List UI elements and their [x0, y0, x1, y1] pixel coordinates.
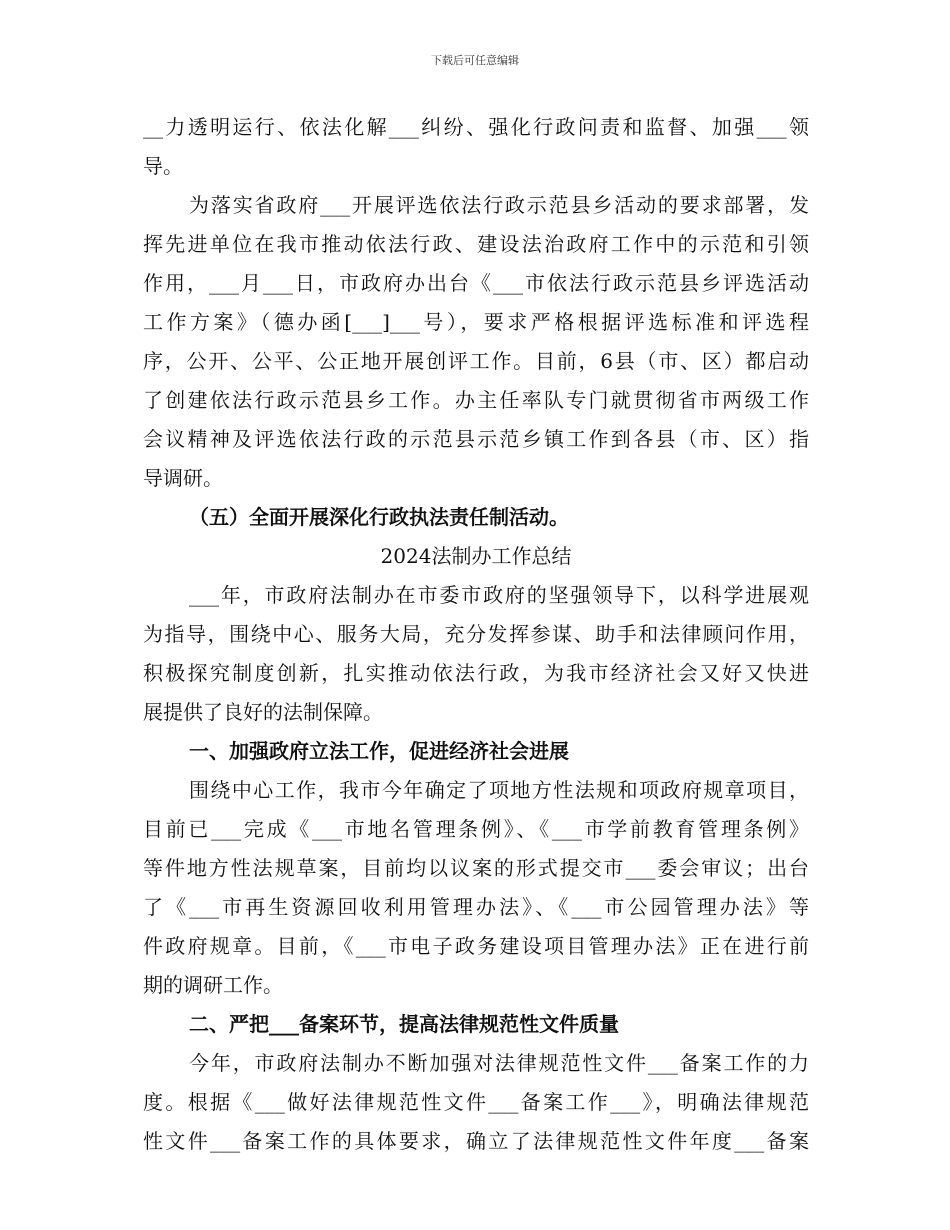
paragraph-first-line: 为落实省政府___开展评选依法行政示范县乡活动的要求部署，发 [189, 193, 809, 217]
section-heading: （五）全面开展深化行政执法责任制活动。 [189, 505, 569, 529]
body-line: 工作方案》（德办函[___]___号），要求严格根据评选标准和评选程 [143, 310, 809, 334]
paragraph-first-line: ___年，市政府法制办在市委市政府的坚强领导下，以科学进展观 [189, 583, 809, 607]
document-body [143, 108, 809, 1161]
body-line: 导调研。 [143, 466, 223, 490]
body-line: 积极探究制度创新，扎实推动依法行政，为我市经济社会又好又快进 [143, 661, 809, 685]
body-line: 件政府规章。目前，《___市电子政务建设项目管理办法》正在进行前 [143, 934, 809, 958]
body-line: 导。 [143, 154, 183, 178]
body-line: 会议精神及评选依法行政的示范县示范乡镇工作到各县（市、区）指 [143, 427, 809, 451]
section-heading: 二、严把___备案环节，提高法律规范性文件质量 [189, 1012, 619, 1036]
document-title: 2024法制办工作总结 [380, 544, 572, 568]
body-line: 了《___市再生资源回收利用管理办法》、《___市公园管理办法》等 [143, 895, 809, 919]
body-line: 挥先进单位在我市推动依法行政、建设法治政府工作中的示范和引领 [143, 232, 809, 256]
paragraph-first-line: 围绕中心工作，我市今年确定了项地方性法规和项政府规章项目， [189, 778, 809, 802]
body-line: 为指导，围绕中心、服务大局，充分发挥参谋、助手和法律顾问作用， [143, 622, 809, 646]
body-line: 期的调研工作。 [143, 973, 283, 997]
paragraph-first-line: 今年，市政府法制办不断加强对法律规范性文件___备案工作的力 [189, 1051, 809, 1075]
body-line: 了创建依法行政示范县乡工作。办主任率队专门就贯彻省市两级工作 [143, 388, 809, 412]
section-heading: 一、加强政府立法工作，促进经济社会进展 [189, 739, 569, 763]
body-line: 目前已___完成《___市地名管理条例》、《___市学前教育管理条例》 [143, 817, 809, 841]
body-line: 等件地方性法规草案，目前均以议案的形式提交市___委会审议；出台 [143, 856, 809, 880]
body-line: __力透明运行、依法化解___纠纷、强化行政问责和监督、加强___领 [143, 115, 809, 139]
body-line: 序，公开、公平、公正地开展创评工作。目前，6县（市、区）都启动 [143, 349, 809, 373]
page-header-watermark: 下载后可任意编辑 [431, 54, 519, 67]
body-line: 性文件___备案工作的具体要求，确立了法律规范性文件年度___备案 [143, 1129, 809, 1153]
body-line: 作用，___月___日，市政府办出台《___市依法行政示范县乡评选活动 [143, 271, 809, 295]
body-line: 度。根据《___做好法律规范性文件___备案工作___》，明确法律规范 [143, 1090, 809, 1114]
body-line: 展提供了良好的法制保障。 [143, 700, 383, 724]
